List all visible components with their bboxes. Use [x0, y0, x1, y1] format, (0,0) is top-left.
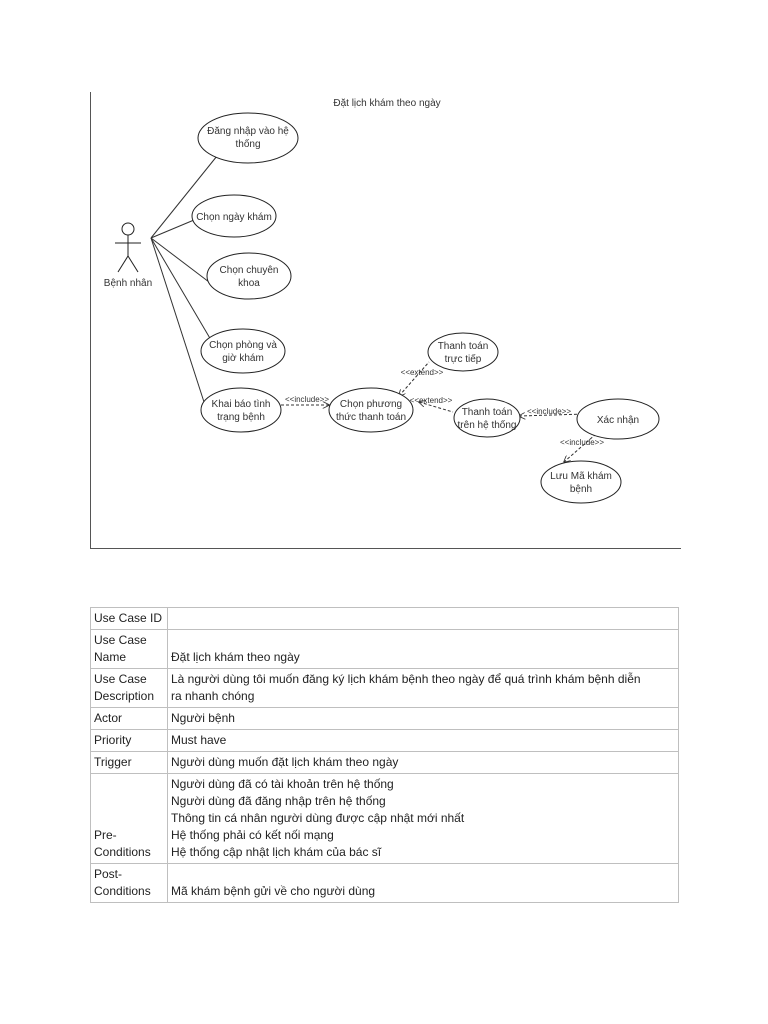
row-label — [91, 864, 168, 903]
use-case-login-line-1: Đăng nhập vào hệ — [207, 126, 289, 137]
use-case-choose-date-line-1: Chọn ngày khám — [196, 212, 272, 223]
row-value-line: Thông tin cá nhân người dùng được cập nhật mới nhất — [171, 811, 465, 825]
row-label — [91, 774, 168, 864]
use-case-table-body — [91, 608, 679, 903]
row-label-line: Use Case ID — [94, 611, 163, 625]
stereotype-include-2: <<include>> — [526, 407, 572, 416]
row-value — [168, 774, 679, 864]
use-case-save-code-line-2: bệnh — [569, 484, 593, 495]
use-case-declare-line-2: trạng bệnh — [217, 412, 265, 423]
stereotype-include-1: <<include>> — [284, 395, 330, 404]
actor-label: Bệnh nhân — [103, 278, 153, 289]
table-row — [91, 730, 679, 752]
row-value-line: Hệ thống cập nhật lịch khám của bác sĩ — [171, 845, 382, 859]
use-case-declare-condition — [201, 388, 281, 432]
stereotype-include-3: <<include>> — [559, 438, 605, 447]
row-value — [168, 864, 679, 903]
use-case-choose-room — [201, 329, 285, 373]
use-case-pay-direct — [428, 333, 498, 371]
use-case-pay-online-line-1: Thanh toán — [461, 407, 513, 418]
stereotype-extend-1: <<extend>> — [400, 368, 444, 377]
row-value — [168, 730, 679, 752]
row-value — [168, 669, 679, 708]
diagram-title: Đặt lịch khám theo ngày — [333, 98, 441, 109]
use-case-pay-direct-line-1: Thanh toán — [437, 341, 489, 352]
row-value-line: Đặt lịch khám theo ngày — [171, 650, 300, 664]
row-value-line: ra nhanh chóng — [171, 689, 255, 703]
row-value-line: Là người dùng tôi muốn đăng ký lịch khám bệnh theo ngày để quá trình khám bệnh diễn — [171, 672, 641, 686]
use-case-confirm-line-1: Xác nhận — [596, 415, 640, 426]
use-case-pay-direct-line-2: trực tiếp — [444, 354, 482, 365]
row-value — [168, 752, 679, 774]
row-label-line: Post- — [94, 867, 123, 881]
row-label-line: Trigger — [94, 755, 132, 769]
row-label-line: Conditions — [94, 845, 151, 859]
row-label-line: Pre- — [94, 828, 117, 842]
use-case-specification-table — [90, 607, 679, 903]
row-label — [91, 752, 168, 774]
row-label-line: Use Case — [94, 672, 147, 686]
row-value — [168, 608, 679, 630]
table-row — [91, 708, 679, 730]
row-value — [168, 708, 679, 730]
row-label-line: Priority — [94, 733, 132, 747]
table-row — [91, 669, 679, 708]
row-value-line: Người dùng muốn đặt lịch khám theo ngày — [171, 755, 399, 769]
use-case-choose-specialty-line-1: Chọn chuyên — [219, 265, 279, 276]
use-case-choose-room-line-1: Chọn phòng và — [209, 340, 277, 351]
use-case-save-code-line-1: Lưu Mã khám — [550, 471, 612, 482]
row-label-line: Name — [94, 650, 127, 664]
row-label — [91, 708, 168, 730]
row-value-line: Mã khám bệnh gửi về cho người dùng — [171, 884, 376, 898]
row-label — [91, 608, 168, 630]
use-case-diagram — [90, 92, 681, 549]
use-case-choose-room-line-2: giờ khám — [222, 353, 264, 364]
stereotype-extend-2: <<extend>> — [409, 396, 453, 405]
row-value-line: Người bệnh — [171, 711, 235, 725]
row-label — [91, 630, 168, 669]
row-label — [91, 669, 168, 708]
actor-figure — [115, 223, 141, 272]
use-case-confirm — [577, 399, 659, 439]
diagram-canvas — [91, 92, 681, 548]
use-case-declare-line-1: Khai báo tình — [211, 399, 271, 410]
table-row — [91, 608, 679, 630]
row-value — [168, 630, 679, 669]
row-value-line: Must have — [171, 733, 227, 747]
table-row — [91, 752, 679, 774]
use-case-payment-method-line-2: thức thanh toán — [335, 412, 407, 423]
use-case-choose-specialty-line-2: khoa — [238, 278, 260, 289]
row-value-line: Hệ thống phải có kết nối mạng — [171, 828, 334, 842]
use-case-choose-date — [192, 195, 276, 237]
table-row — [91, 774, 679, 864]
use-case-pay-online — [454, 399, 520, 437]
use-case-payment-method-line-1: Chọn phương — [339, 399, 403, 410]
use-case-save-code — [541, 461, 621, 503]
row-value-line: Người dùng đã có tài khoản trên hệ thống — [171, 777, 394, 791]
table-row — [91, 864, 679, 903]
row-label-line: Actor — [94, 711, 123, 725]
row-label-line: Description — [94, 689, 155, 703]
row-value-line: Người dùng đã đăng nhập trên hệ thống — [171, 794, 386, 808]
use-case-choose-specialty — [207, 253, 291, 299]
row-label-line: Use Case — [94, 633, 147, 647]
table-row — [91, 630, 679, 669]
use-case-pay-online-line-2: trên hệ thống — [457, 420, 517, 431]
row-label — [91, 730, 168, 752]
use-case-payment-method — [329, 388, 413, 432]
row-label-line: Conditions — [94, 884, 151, 898]
use-case-login — [198, 113, 298, 163]
use-case-login-line-2: thống — [235, 139, 261, 150]
